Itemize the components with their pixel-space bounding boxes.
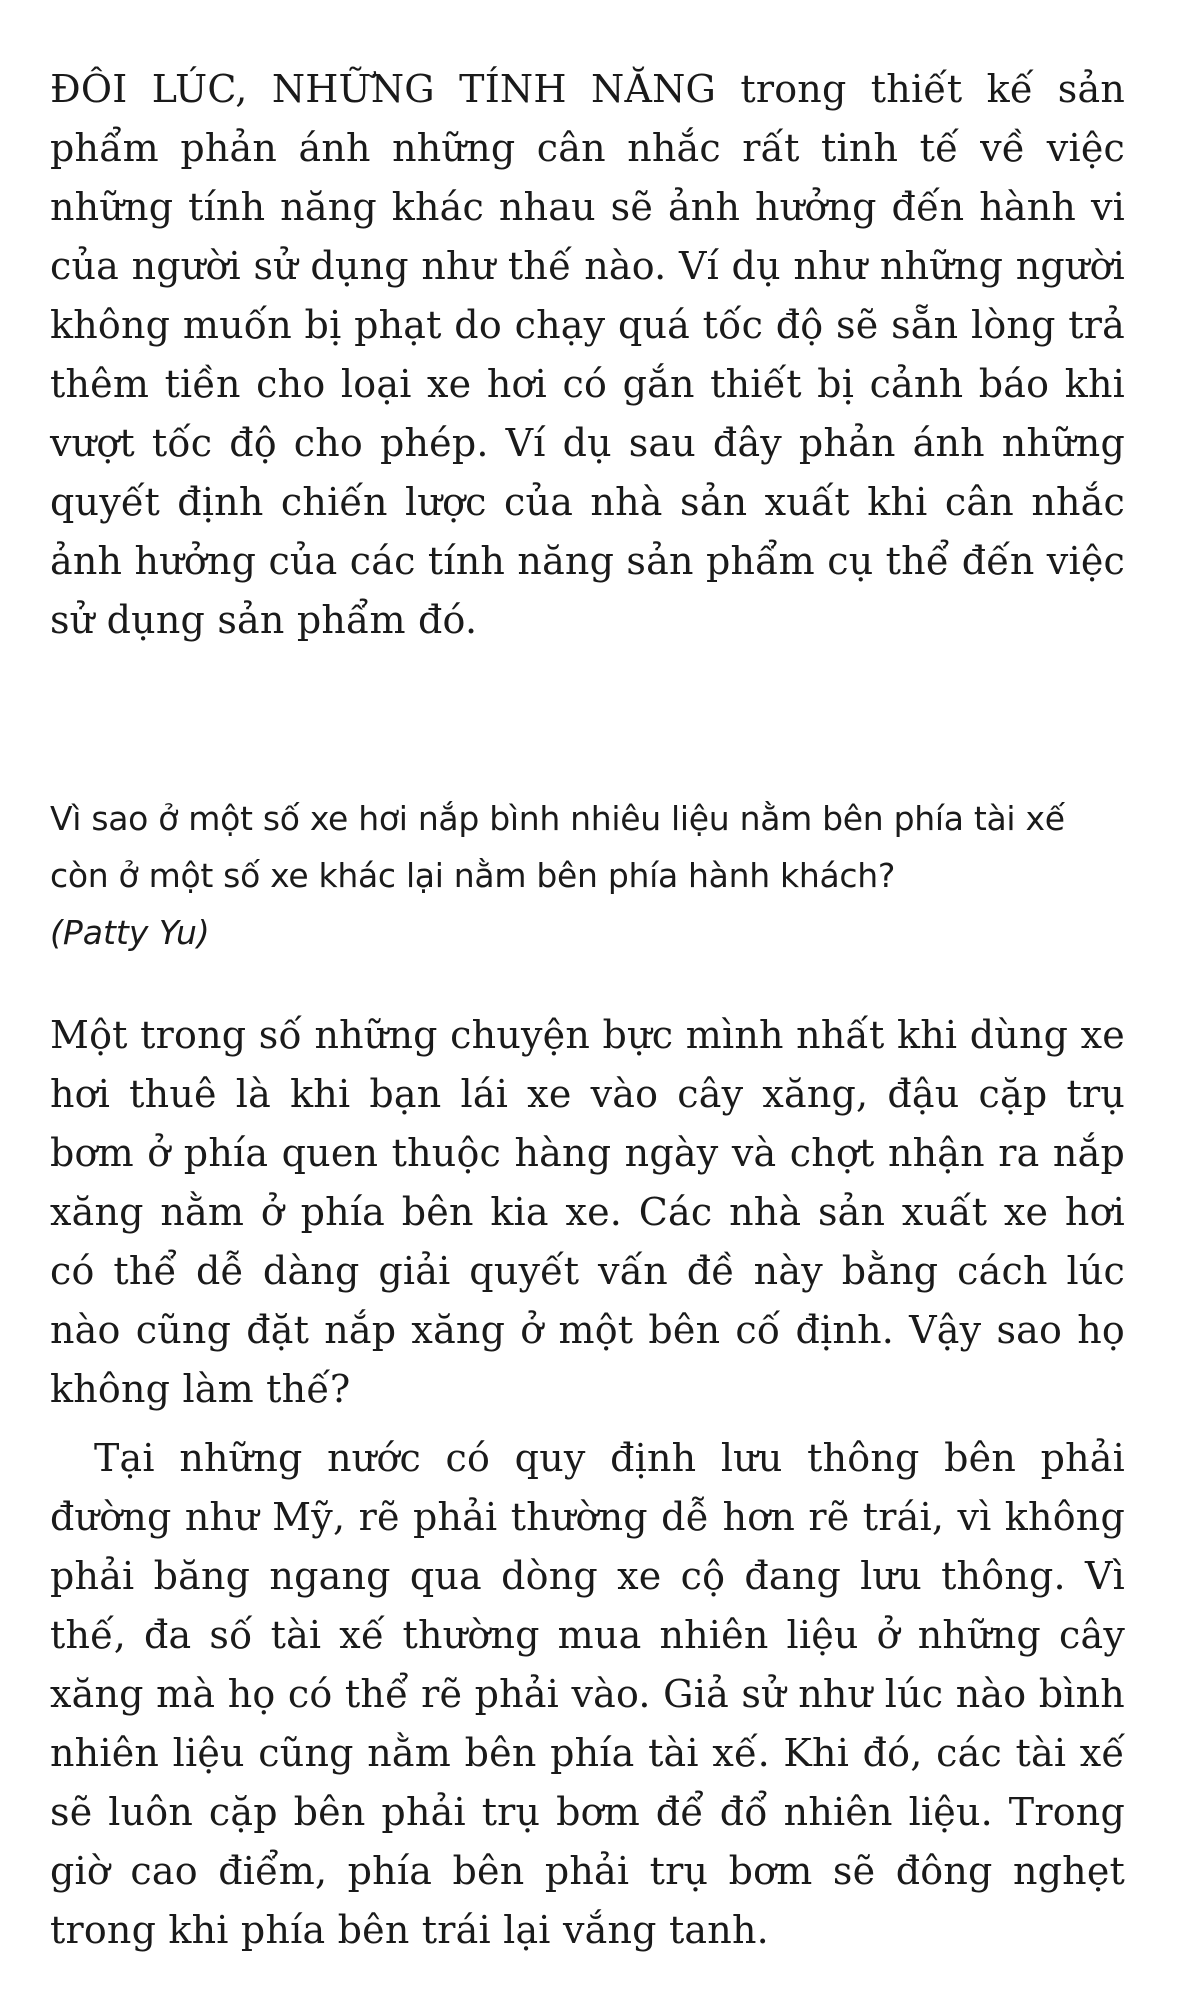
question-author: (Patty Yu) — [50, 913, 210, 952]
question-text: Vì sao ở một số xe hơi nắp bình nhiêu liệu nằm bên phía tài xế còn ở một số xe khác lại nằm bên phía hành khách? — [50, 799, 1065, 895]
answer-paragraph-1: Một trong số những chuyện bực mình nhất khi dùng xe hơi thuê là khi bạn lái xe vào cây xăng, đậu cặp trụ bơm ở phía quen thuộc hàng ngày và chợt nhận ra nắp xăng nằm ở phía bên kia xe. Các nhà sản xuất xe hơi có thể dễ dàng giải quyết vấn đề này bằng cách lúc nào cũng đặt nắp xăng ở một bên cố định. Vậy sao họ không làm thế? — [50, 1013, 1125, 1411]
book-page — [50, 60, 1125, 1960]
intro-text: trong thiết kế sản phẩm phản ánh những cân nhắc rất tinh tế về việc những tính năng khác nhau sẽ ảnh hưởng đến hành vi của người sử dụng như thế nào. Ví dụ như những người không muốn bị phạt do chạy quá tốc độ sẽ sẵn lòng trả thêm tiền cho loại xe hơi có gắn thiết bị cảnh báo khi vượt tốc độ cho phép. Ví dụ sau đây phản ánh những quyết định chiến lược của nhà sản xuất khi cân nhắc ảnh hưởng của các tính năng sản phẩm cụ thể đến việc sử dụng sản phẩm đó. — [50, 67, 1125, 642]
intro-lead-caps: ĐÔI LÚC, NHỮNG TÍNH NĂNG — [50, 67, 717, 111]
intro-paragraph — [50, 60, 1125, 650]
question-block — [50, 790, 1125, 961]
answer-paragraph-2: Tại những nước có quy định lưu thông bên phải đường như Mỹ, rẽ phải thường dễ hơn rẽ trái, vì không phải băng ngang qua dòng xe cộ đang lưu thông. Vì thế, đa số tài xế thường mua nhiên liệu ở những cây xăng mà họ có thể rẽ phải vào. Giả sử như lúc nào bình nhiên liệu cũng nằm bên phía tài xế. Khi đó, các tài xế sẽ luôn cặp bên phải trụ bơm để đổ nhiên liệu. Trong giờ cao điểm, phía bên phải trụ bơm sẽ đông nghẹt trong khi phía bên trái lại vắng tanh. — [50, 1436, 1125, 1952]
